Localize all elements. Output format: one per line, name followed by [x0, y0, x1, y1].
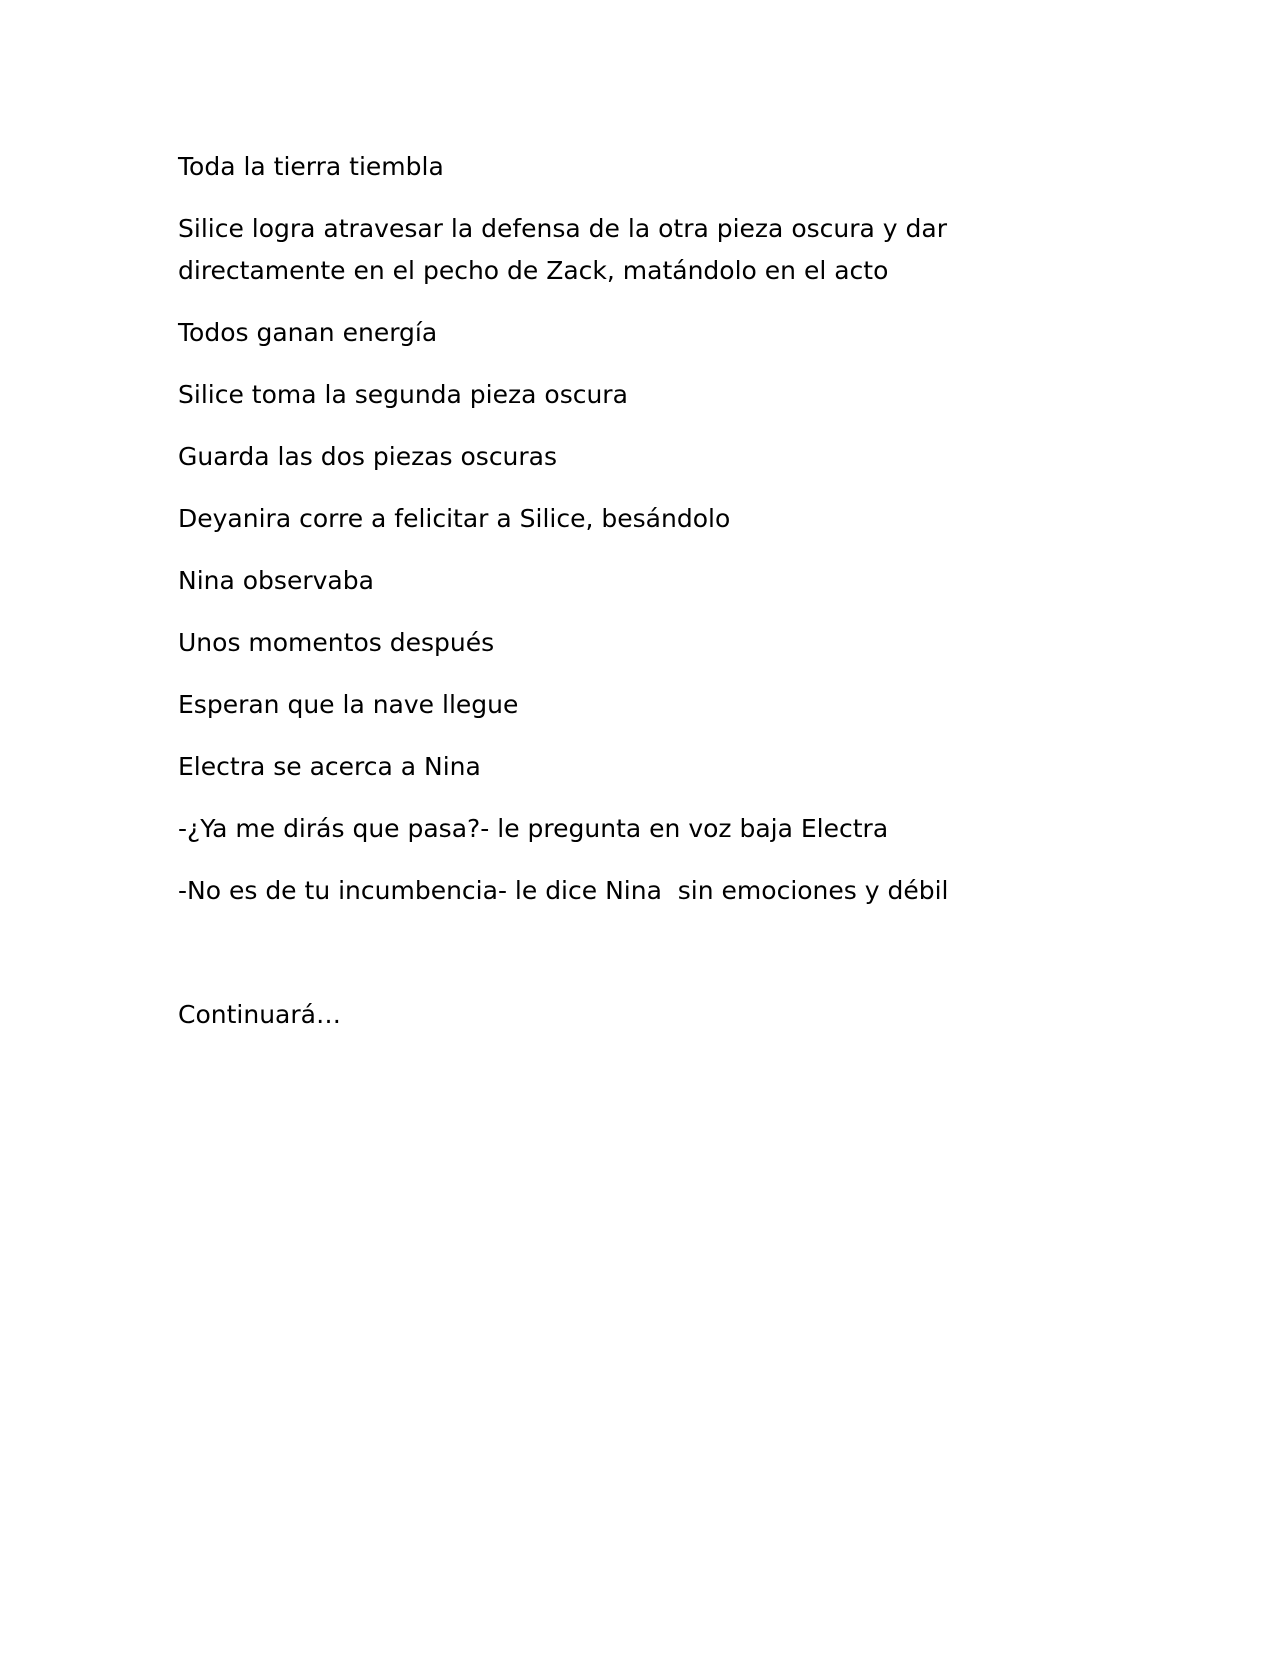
document-body	[178, 146, 1118, 1056]
paragraph: Unos momentos después	[178, 628, 495, 657]
paragraph: Toda la tierra tiembla	[178, 152, 444, 181]
blank-line	[178, 932, 1118, 994]
paragraph: Esperan que la nave llegue	[178, 690, 519, 719]
paragraph: Silice toma la segunda pieza oscura	[178, 380, 628, 409]
closing-line: Continuará…	[178, 1000, 341, 1029]
paragraph: Todos ganan energía	[178, 318, 438, 347]
paragraph: -No es de tu incumbencia- le dice Nina sin emociones y débil	[178, 876, 949, 905]
paragraph: Silice logra atravesar la defensa de la otra pieza oscura y dar directamente en el pecho de Zack, matándolo en el acto	[178, 214, 955, 285]
paragraph: Nina observaba	[178, 566, 374, 595]
paragraph: Guarda las dos piezas oscuras	[178, 442, 558, 471]
paragraph: Deyanira corre a felicitar a Silice, besándolo	[178, 504, 731, 533]
paragraph: -¿Ya me dirás que pasa?- le pregunta en voz baja Electra	[178, 814, 889, 843]
paragraph: Electra se acerca a Nina	[178, 752, 481, 781]
